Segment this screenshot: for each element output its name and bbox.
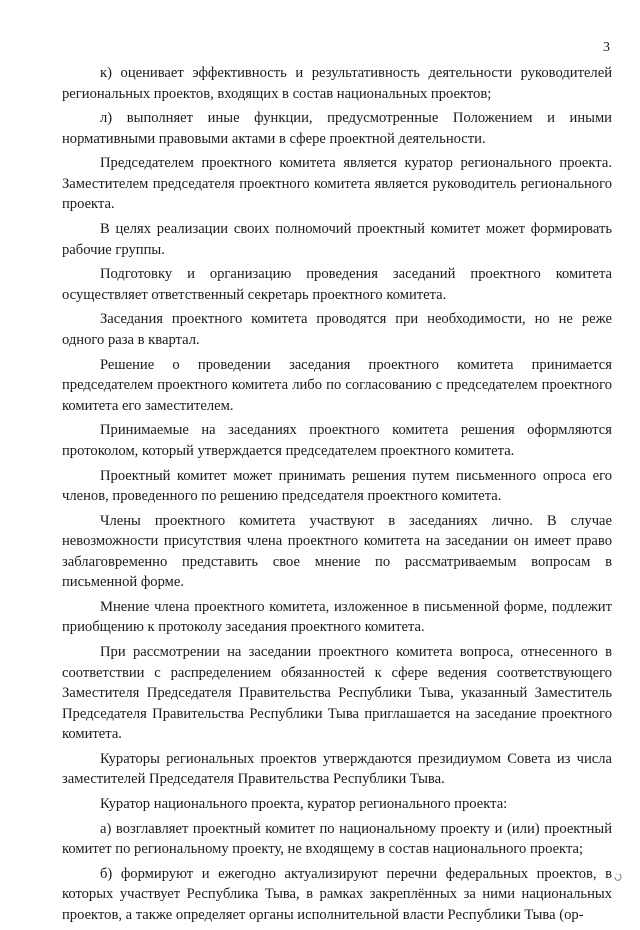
paragraph-secretary: Подготовку и организацию проведения заседаний проектного комитета осуществляет ответственный секретарь проектного комитета. xyxy=(62,266,612,303)
paragraph-curator-intro: Куратор национального проекта, куратор регионального проекта: xyxy=(100,795,508,812)
paragraph-written-poll: Проектный комитет может принимать решения путем письменного опроса его членов, проведенного по решению председателя проектного комитета. xyxy=(62,467,612,504)
paragraph-meeting-decision: Решение о проведении заседания проектного комитета принимается председателем проектного комитета либо по согласованию с председателем проектного комитета его заместителем. xyxy=(62,356,612,414)
paragraph-deputy-invitation: При рассмотрении на заседании проектного комитета вопроса, отнесенного в соответствии с распределением обязанностей к сфере ведения соответствующего Заместителя Председателя Правительства Республики Тыва, указанный Заместитель Председателя Правительства Республики Тыва приглашается на заседание проектного комитета. xyxy=(62,644,612,743)
document-body xyxy=(62,63,612,930)
paragraph-b: б) формируют и ежегодно актуализируют перечни федеральных проектов, в которых участвует Республика Тыва, в рамках закреплённых за ними национальных проектов, а также определяет органы исполнительной власти Республики Тыва (ор- xyxy=(62,865,612,923)
paragraph-written-opinion: Мнение члена проектного комитета, изложенное в письменной форме, подлежит приобщению к протоколу заседания проектного комитета. xyxy=(62,598,612,636)
paragraph-a: а) возглавляет проектный комитет по национальному проекту и (или) проектный комитет по региональному проекту, не входящему в состав национального проекта; xyxy=(62,820,612,858)
corner-mark: ن xyxy=(610,866,624,884)
page-number: 3 xyxy=(603,40,610,55)
paragraph-curators-approval: Кураторы региональных проектов утверждаются президиумом Совета из числа заместителей Председателя Правительства Республики Тыва. xyxy=(62,750,612,788)
paragraph-meeting-frequency: Заседания проектного комитета проводятся при необходимости, но не реже одного раза в квартал. xyxy=(62,311,612,348)
paragraph-personal-attendance: Члены проектного комитета участвуют в заседаниях лично. В случае невозможности присутствия члена проектного комитета на заседании он имеет право заблаговременно представить свое мнение по рассматриваемым вопросам в письменной форме. xyxy=(62,512,612,591)
paragraph-chairman: Председателем проектного комитета является куратор регионального проекта. Заместителем председателя проектного комитета является руководитель регионального проекта. xyxy=(62,155,612,213)
paragraph-k: к) оценивает эффективность и результативность деятельности руководителей региональных проектов, входящих в состав национальных проектов; xyxy=(62,65,612,102)
paragraph-l: л) выполняет иные функции, предусмотренные Положением и иными нормативными правовыми актами в сфере проектной деятельности. xyxy=(62,110,612,147)
paragraph-protocol: Принимаемые на заседаниях проектного комитета решения оформляются протоколом, который утверждается председателем проектного комитета. xyxy=(62,422,612,459)
paragraph-working-groups: В целях реализации своих полномочий проектный комитет может формировать рабочие группы. xyxy=(62,221,612,258)
